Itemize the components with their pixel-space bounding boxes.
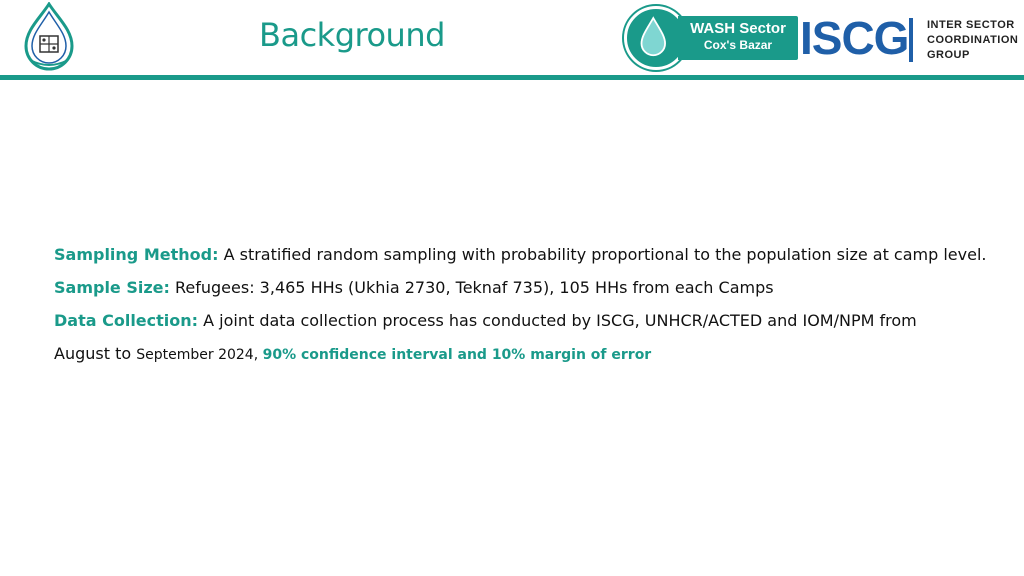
data-collection-label: Data Collection: xyxy=(54,311,199,330)
water-drop-emblem-icon xyxy=(18,2,80,74)
data-collection-paragraph xyxy=(54,304,994,372)
sample-size-text: Refugees: 3,465 HHs (Ukhia 2730, Teknaf 735), 105 HHs from each Camps xyxy=(169,278,774,297)
iscg-divider xyxy=(909,18,913,62)
sample-size-label: Sample Size: xyxy=(54,278,170,297)
data-collection-period-end: September 2024, xyxy=(136,347,263,363)
sample-size-paragraph xyxy=(54,271,994,304)
wash-sector-location: Cox's Bazar xyxy=(703,38,773,52)
data-collection-text: A joint data collection process has conducted by ISCG, UNHCR/ACTED and IOM/NPM from xyxy=(198,311,917,330)
wash-sector-title: WASH Sector xyxy=(690,20,786,37)
background-content xyxy=(54,238,994,372)
iscg-line-1: INTER SECTOR xyxy=(927,19,1015,31)
iscg-line-3: GROUP xyxy=(927,49,970,61)
wash-sector-label xyxy=(678,16,798,60)
sampling-method-text: A stratified random sampling with probability proportional to the population size at camp level. xyxy=(218,245,987,264)
header-divider xyxy=(0,75,1024,80)
iscg-line-2: COORDINATION xyxy=(927,34,1019,46)
data-collection-period-start: August to xyxy=(54,344,137,363)
iscg-full-name xyxy=(927,18,1018,63)
page-title: Background xyxy=(259,16,445,54)
sampling-method-paragraph xyxy=(54,238,994,271)
water-drop-icon xyxy=(627,9,685,67)
confidence-highlight: 90% confidence interval and 10% margin of error xyxy=(262,347,652,363)
wash-sector-logo xyxy=(624,6,800,70)
slide-header xyxy=(0,0,1024,82)
iscg-acronym: ISCG xyxy=(800,12,909,64)
sampling-method-label: Sampling Method: xyxy=(54,245,219,264)
